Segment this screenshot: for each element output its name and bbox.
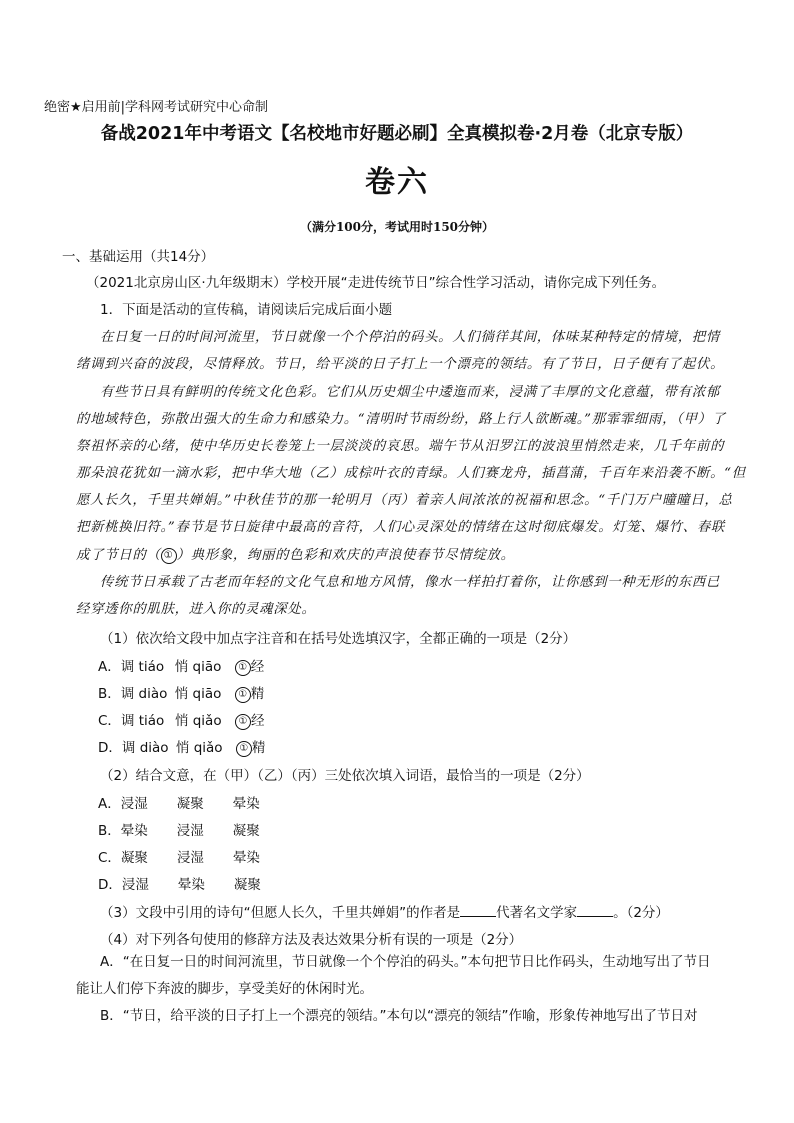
circle-marker: ① bbox=[235, 714, 251, 730]
question-1-1: （1）依次给文段中加点字注音和在括号处选填汉字，全都正确的一项是（2分） bbox=[100, 631, 577, 647]
header-note: 绝密★启用前|学科网考试研究中心命制 bbox=[44, 100, 269, 115]
option-a: A．“在日复一日的时间河流里，节日就像一个个停泊的码头。”本句把节日比作码头，生动地写出了节日能让人们停下奔波的脚步，享受美好的休闲时光。 bbox=[76, 954, 711, 997]
section-heading: 一、基础运用（共14分） bbox=[62, 249, 215, 265]
option-b: B．晕染 浸湿 凝聚 bbox=[98, 823, 260, 839]
passage-line: 有些节日具有鲜明的传统文化色彩。它们从历史烟尘中逶迤而来，浸满了丰厚的文化意蕴，带有浓郁 bbox=[100, 385, 720, 400]
option-a: A．调 tiáo 悄 qiāo ① 经 bbox=[98, 659, 265, 675]
passage-line bbox=[76, 544, 716, 564]
question-1-3: （3）文段中引用的诗句“但愿人长久，千里共婵娟”的作者是 代著名文学家 。（2分） bbox=[100, 905, 669, 921]
exam-subtitle: 卷六 bbox=[365, 165, 429, 200]
passage-line: 那朵浪花犹如一滴水彩，把中华大地（乙）成棕叶衣的青绿。人们赛龙舟，插菖蒲，千百年来沿袭不断。“但 bbox=[76, 466, 746, 481]
passage-line: 的地域特色，弥散出强大的生命力和感染力。“清明时节雨纷纷，路上行人欲断魂。”那霏霏细雨，（甲）了 bbox=[76, 412, 726, 427]
option-a: A．浸湿 凝聚 晕染 bbox=[98, 796, 260, 812]
circle-marker: ① bbox=[235, 687, 251, 703]
passage-line: 绪调到兴奋的波段，尽情释放。节日，给平淡的日子打上一个漂亮的领结。有了节日，日子便有了起伏。 bbox=[76, 357, 725, 372]
answer-blank[interactable] bbox=[577, 904, 613, 917]
question-1-4: （4）对下列各句使用的修辞方法及表达效果分析有误的一项是（2分） bbox=[100, 932, 523, 948]
question-1-2: （2）结合文意，在（甲）（乙）（丙）三处依次填入词语，最恰当的一项是（2分） bbox=[100, 768, 590, 784]
passage-line: 在日复一日的时间河流里，节日就像一个个停泊的码头。人们徜徉其间，体味某种特定的情境，把情 bbox=[100, 330, 720, 345]
option-d: D．调 diào 悄 qiǎo ① 精 bbox=[98, 740, 266, 756]
option-b: B．调 diào 悄 qiāo ① 精 bbox=[98, 686, 265, 702]
option-b: B．“节日，给平淡的日子打上一个漂亮的领结。”本句以“漂亮的领结”作喻，形象传神地写出了节日对 bbox=[100, 1008, 698, 1024]
option-d: D．浸湿 晕染 凝聚 bbox=[98, 877, 261, 893]
option-c: C．凝聚 浸湿 晕染 bbox=[98, 850, 260, 866]
exam-title: 备战2021年中考语文【名校地市好题必刷】全真模拟卷·2月卷（北京专版） bbox=[100, 124, 694, 144]
circle-marker: ① bbox=[236, 741, 252, 757]
option-c: C．调 tiáo 悄 qiǎo ① 经 bbox=[98, 713, 265, 729]
passage-line: 祭祖怀亲的心绪，使中华历史长卷笼上一层淡淡的哀思。端午节从汨罗江的波浪里悄然走来，几千年前的 bbox=[76, 439, 725, 454]
passage-line: 把新桃换旧符。”春节是节日旋律中最高的音符，人们心灵深处的情绪在这时彻底爆发。灯笼、爆竹、春联 bbox=[76, 520, 726, 535]
intro-text: （2021北京房山区·九年级期末）学校开展“走进传统节日”综合性学习活动，请你完成下列任务。 bbox=[86, 275, 666, 291]
score-info: （满分100分，考试用时150分钟） bbox=[299, 220, 495, 234]
passage-line: 经穿透你的肌肤，进入你的灵魂深处。 bbox=[76, 602, 316, 617]
passage-line: 愿人长久，千里共婵娟。”中秋佳节的那一轮明月（丙）着亲人间浓浓的祝福和思念。“千门万户曈曈日，总 bbox=[76, 493, 733, 508]
answer-blank[interactable] bbox=[460, 904, 496, 917]
blank-circle-marker: ① bbox=[161, 548, 177, 564]
passage-line: 传统节日承载了古老而年轻的文化气息和地方风情，像水一样拍打着你，让你感到一种无形的东西已 bbox=[100, 575, 720, 590]
question-1: 1．下面是活动的宣传稿，请阅读后完成后面小题 bbox=[100, 302, 393, 318]
circle-marker: ① bbox=[235, 660, 251, 676]
passage-line-start: 成了节日的（ bbox=[76, 548, 161, 563]
passage-line-end: ）典形象，绚丽的色彩和欢庆的声浪使春节尽情绽放。 bbox=[176, 548, 515, 563]
